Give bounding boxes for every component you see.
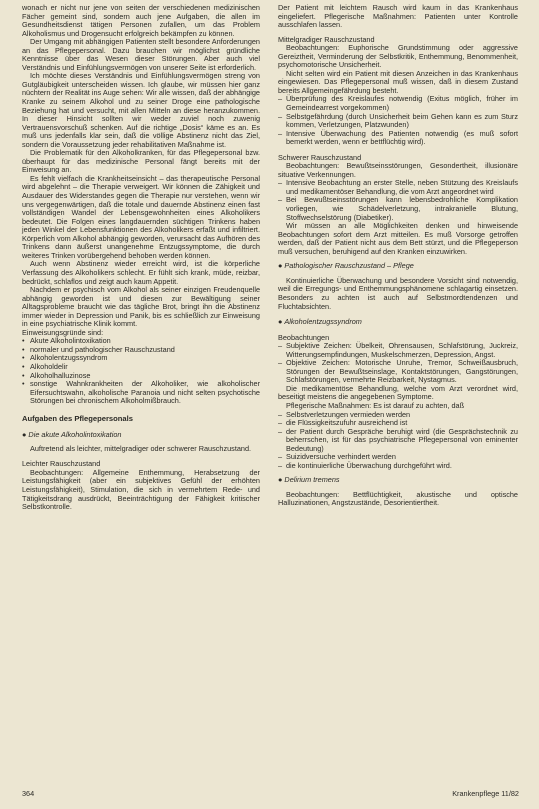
bullet-icon: • bbox=[22, 379, 25, 389]
bullet-heading: ● Die akute Alkoholintoxikation bbox=[22, 430, 122, 440]
paragraph: Die medikamentöse Behandlung, welche vom Arzt verordnet wird, beseitigt meistens die angegebenen Symptome. bbox=[278, 383, 518, 402]
list-item: – Selbstgefährdung (durch Unsicherheit beim Gehen kann es zum Sturz kommen, Verletzungen, Platzwunden) bbox=[278, 111, 518, 130]
right-column bbox=[278, 4, 518, 508]
section-heading: Aufgaben des Pflegepersonals bbox=[22, 413, 133, 423]
symptom-list bbox=[278, 342, 518, 385]
care-list bbox=[278, 179, 518, 222]
paragraph: Auftretend als leichter, mittelgradiger oder schwerer Rauschzustand. bbox=[30, 443, 252, 453]
list-item: – Subjektive Zeichen: Übelkeit, Ohrensausen, Schlafstörung, Juckreiz, Witterungsempfindungen, Muskelschmerzen, Depression, Angst. bbox=[278, 341, 518, 359]
paragraph: Auch wenn Abstinenz wieder erreicht wird, ist die körperliche Verfassung des Alkoholikers schlecht. Er fühlt sich krank, müde, reizbar, bedrückt, schlaflos und zeigt auch kaum Appetit. bbox=[22, 259, 260, 286]
list-item: – der Patient durch Gespräche beruhigt wird (die Gesprächstechnik zu beherrschen, ist für das psychiatrische Pflegepersonal von eminenter Bedeutung) bbox=[278, 426, 518, 453]
subheading: Schwerer Rauschzustand bbox=[278, 152, 362, 162]
list-title: Einweisungsgründe sind: bbox=[22, 327, 104, 337]
list-item: • Alkoholdelir bbox=[22, 361, 68, 371]
subheading: Beobachtungen bbox=[278, 332, 330, 342]
subheading: Leichter Rauschzustand bbox=[22, 459, 101, 469]
paragraph: Wir müssen an alle Möglichkeiten denken und hinweisende Beobachtungen sofort dem Arzt mitteilen. Es muß Vorsorge getroffen werden, daß der Patient nicht aus dem Bett stürzt, und die Pflegeperson muß versuchen, beruhigend auf den Kranken einzuwirken. bbox=[278, 221, 518, 256]
list-item: – Selbstverletzungen vermieden werden bbox=[278, 409, 411, 419]
bullet-dot-icon: ● bbox=[278, 317, 283, 327]
list-item: • sonstige Wahnkrankheiten der Alkoholiker, wie alkoholischer Eifersuchtswahn, alkoholische Paranoia und nicht selten psychotische Störungen bei chronischem Alkoholmißbrauch. bbox=[22, 379, 260, 406]
paragraph: Beobachtungen: Euphorische Grundstimmung oder aggressive Gereiztheit, Verminderung der Selbstkritik, Enthemmung, Benommenheit, psychomotorische Unsicherheit. bbox=[278, 43, 518, 70]
paragraph: Die Problematik für den Alkoholkranken, für das Pflegepersonal bzw. überhaupt für das medizinische Personal fängt bereits mit der Einweisung an. bbox=[22, 148, 260, 175]
subheading: Mittelgradiger Rauschzustand bbox=[278, 34, 375, 44]
list-item: – Intensive Beobachtung an erster Stelle, neben Stützung des Kreislaufs und medikamentöser Behandlung, die vom Arzt angeordnet wird bbox=[278, 178, 518, 196]
list-item: – die kontinuierliche Überwachung durchgeführt wird. bbox=[278, 460, 452, 470]
bullet-heading: ● Delirium tremens bbox=[278, 475, 340, 485]
list-item: – Suizidversuche verhindert werden bbox=[278, 452, 396, 462]
list-item: – Überprüfung des Kreislaufes notwendig (Exitus möglich, früher im Gemeindearrest vorgekommen) bbox=[278, 94, 518, 113]
paragraph: Kontinuierliche Überwachung und besondere Vorsicht sind notwendig, weil die Erregungs- und Enthemmungsphänomene schlagartig einsetzen. Besonders zu achten ist auch auf Selbstmordtendenzen und Fluchtabsichten. bbox=[278, 275, 518, 311]
bullet-dot-icon: ● bbox=[22, 430, 27, 440]
bullet-dot-icon: ● bbox=[278, 261, 283, 271]
paragraph: wonach er nicht nur jene von seiten der verschiedenen medizinischen Fächer gemeint sind, sondern auch jene Aufgaben, die allen im Gesundheitsdienst tätigen Personen zufallen, um das Problem Alkoholismus und Drogensucht erfolgreich bekämpfen zu können. bbox=[22, 3, 260, 38]
list-item: – Bei Bewußtseinsstörungen kann lebensbedrohliche Komplikation vorliegen, wie Schädelverletzung, intrakranielle Blutung, Stoffwechselstörung (Diabetiker). bbox=[278, 195, 518, 222]
bullet-icon: • bbox=[22, 370, 25, 380]
care-list bbox=[278, 95, 518, 146]
list-item: – Intensive Überwachung des Patienten notwendig (es muß sofort bemerkt werden, wenn er bettflüchtig wird). bbox=[278, 128, 518, 147]
list-item: • Alkoholentzugssyndrom bbox=[22, 353, 108, 363]
bullet-heading: ● Pathologischer Rauschzustand – Pflege bbox=[278, 261, 414, 271]
paragraph: Der Umgang mit abhängigen Patienten stellt besondere Anforderungen an das Pflegepersonal. Dazu brauchen wir möglichst gründliche Kenntnisse über das Wesen dieser Störungen. Aber auch viel Verständnis und Einfühlungsvermögen von unserer Seite ist erforderlich. bbox=[22, 37, 260, 72]
page-number: 364 bbox=[22, 789, 35, 798]
admission-reasons-list bbox=[22, 337, 260, 405]
paragraph: Beobachtungen: Bewußtseinsstörungen, Gesondertheit, illusionäre situative Verkennungen. bbox=[278, 161, 518, 179]
list-item: – Objektive Zeichen: Motorische Unruhe, Tremor, Schweißausbruch, Störungen der Bewußtseinslage, Kontaktstörungen, Gangstörungen, Schlafstörungen, vermehrte Reizbarkeit, Nystagmus. bbox=[278, 358, 518, 385]
paragraph: Pflegerische Maßnahmen: Es ist darauf zu achten, daß bbox=[286, 400, 465, 410]
paragraph: Ich möchte dieses Verständnis und Einfühlungsvermögen streng von Gutgläubigkeit unterscheiden wissen. Ich glaube, wir müssen hier ganz nüchtern der Realität ins Auge sehen: Wir alle wissen, daß der abhängige Kranke zu seinem Alkohol und zu seiner Droge eine pathologische Beziehung hat und versucht, mit allen Mitteln an diese heranzukommen. In dieser Hinsicht sollten wir weder zuviel noch zuwenig Vertrauensvorschuß schenken. Auf die richtige „Dosis“ käme es an. Es muß uns jedenfalls klar sein, daß die völlige Abstinenz nicht das Ziel, sondern die Voraussetzung jeder rehabilitativen Maßnahme ist. bbox=[22, 71, 260, 149]
paragraph: Der Patient mit leichtem Rausch wird kaum in das Krankenhaus eingeliefert. Pflegerische Maßnahmen: Patienten unter Kontrolle ausschlafen lassen. bbox=[278, 3, 518, 30]
paragraph: Es fehlt vielfach die Krankheitseinsicht – das therapeutische Personal wird abgelehnt – die Therapie verweigert. Wir können die Zähigkeit und Ausdauer des Widerstandes gegen die Therapie nur verstehen, wenn wir uns vergegenwärtigen, daß die totale und dauernde Abstinenz einen fast vollständigen Wandel der Lebensgewohnheiten eines Alkoholikers bedeutet. Die Folgen eines langdauernden süchtigen Trinkens haben jeden Winkel der Lebensfunktionen des Alkoholikers erfaßt und infiltriert. Körperlich vom Alkohol abhängig geworden, verursacht das Aufhören des Trinkens dann äußerst unangenehme Entzugssymptome, die durch weiteres Trinken vorübergehend behoben werden können. bbox=[22, 173, 260, 260]
list-item: • Akute Alkoholintoxikation bbox=[22, 336, 111, 346]
list-item: • normaler und pathologischer Rauschzustand bbox=[22, 344, 175, 354]
journal-issue: Krankenpflege 11/82 bbox=[452, 789, 519, 798]
bullet-icon: • bbox=[22, 353, 25, 363]
list-item: • Alkoholhalluzinose bbox=[22, 370, 91, 380]
bullet-dot-icon: ● bbox=[278, 475, 283, 485]
list-item: – die Flüssigkeitszufuhr ausreichend ist bbox=[278, 418, 408, 428]
left-column bbox=[22, 4, 260, 512]
bullet-icon: • bbox=[22, 336, 25, 346]
paragraph: Beobachtungen: Bettflüchtigkeit, akustische und optische Halluzinationen, Angstzustände, Desorientiertheit. bbox=[278, 489, 518, 508]
paragraph: Beobachtungen: Allgemeine Enthemmung, Herabsetzung der Leistungsfähigkeit (aber ein subjektives Gefühl der erhöhten Leistungsfähigkeit), Stimulation, die sich in vermehrtem Rede- und Tätigkeitsdrang ausdrückt, Beeinträchtigung der Fähigkeit kritischer Selbstkontrolle. bbox=[22, 467, 260, 512]
paragraph: Nicht selten wird ein Patient mit diesen Anzeichen in das Krankenhaus eingewiesen. Das Pflegepersonal muß wissen, daß in diesem Zustand bereits Allgemeingefährdung besteht. bbox=[278, 68, 518, 95]
bullet-icon: • bbox=[22, 344, 25, 354]
bullet-heading: ● Alkoholentzugssyndrom bbox=[278, 317, 362, 327]
care-list bbox=[278, 411, 518, 471]
bullet-icon: • bbox=[22, 361, 25, 371]
paragraph: Nachdem er psychisch vom Alkohol als seiner einzigen Freudenquelle abhängig geworden ist und diesen zur Bewältigung seiner Alltagsprobleme braucht wie das tägliche Brot, bringt ihn die Abstinenz immer wieder in Depression und Panik, bis es schließlich zur Einweisung in eine psychiatrische Klinik kommt. bbox=[22, 285, 260, 329]
